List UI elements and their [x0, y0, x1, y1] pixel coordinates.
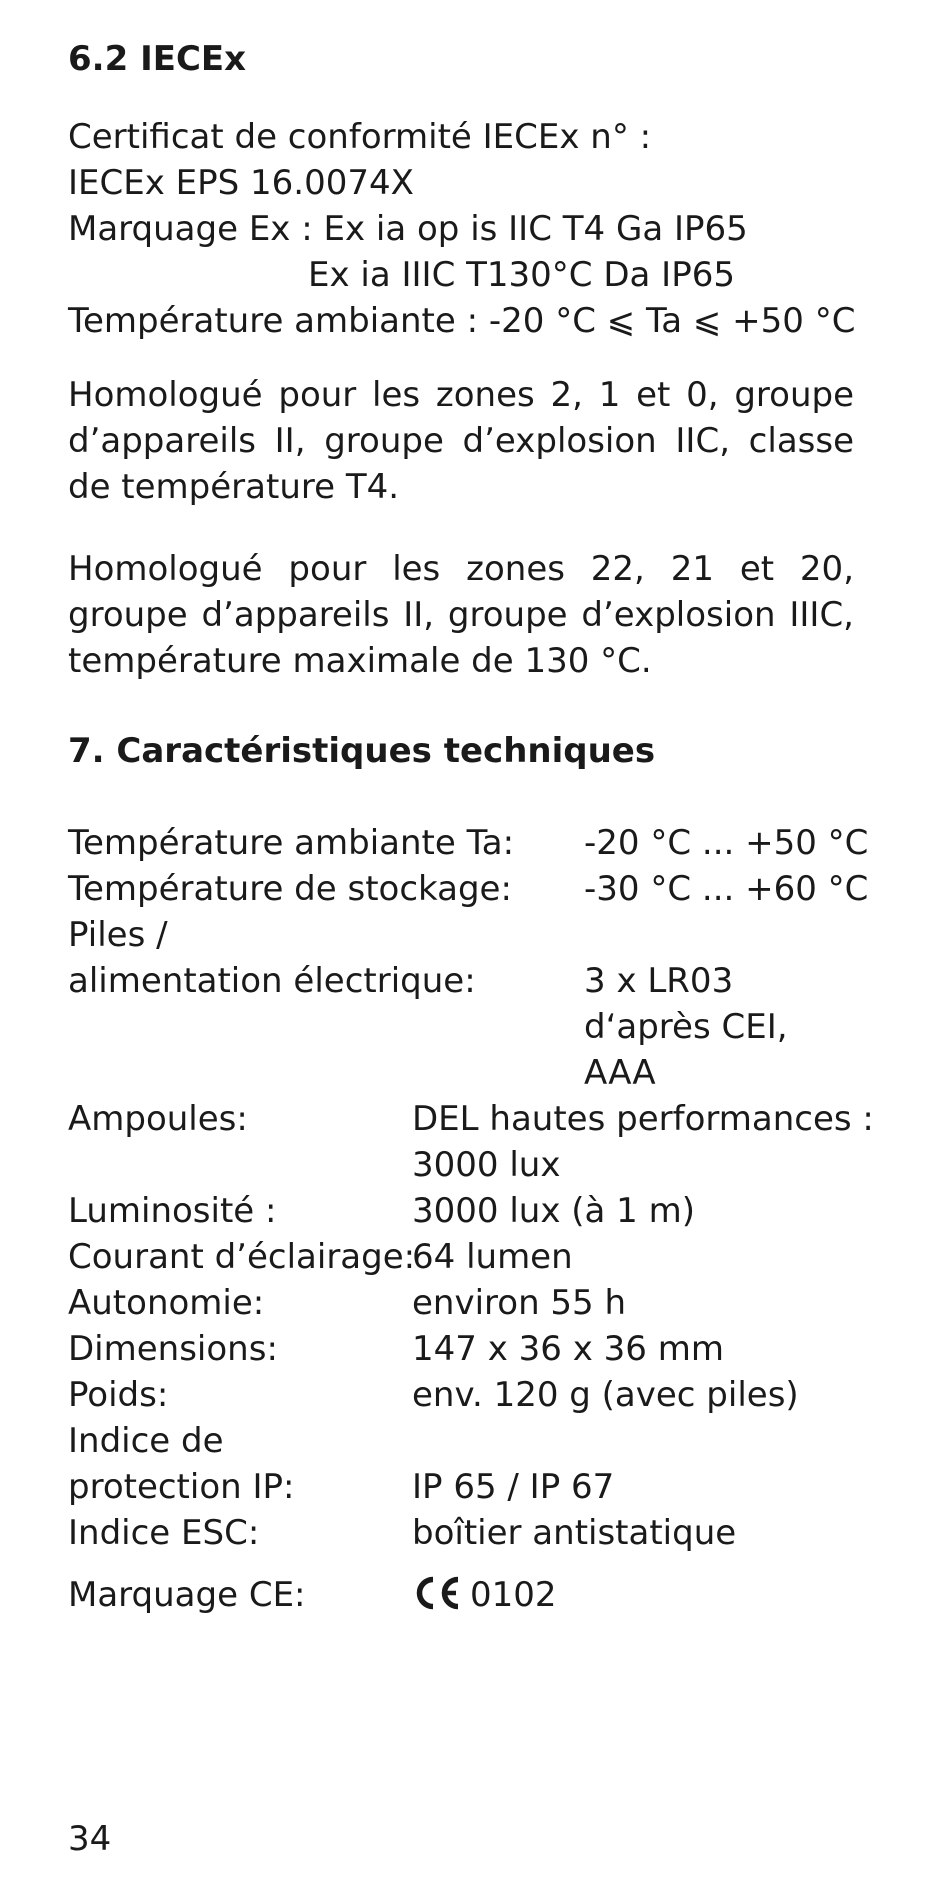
ce-mark-icon — [412, 1576, 462, 1610]
ambient-temperature-range: Température ambiante : -20 °C ⩽ Ta ⩽ +50 °C — [68, 301, 856, 341]
ex-marking-value-1: Ex ia op is IIC T4 Ga IP65 — [323, 209, 748, 249]
spec-label: Autonomie: — [68, 1283, 265, 1323]
spec-row-ip — [68, 1464, 854, 1510]
spec-row-esd — [68, 1510, 854, 1556]
spec-value: -30 °C ... +60 °C — [584, 869, 869, 909]
spec-value: boîtier antistatique — [412, 1513, 737, 1553]
spec-row-storage — [68, 866, 869, 912]
spec-row-battery-cont-2 — [68, 1050, 854, 1096]
page-number: 34 — [68, 1819, 112, 1859]
spec-value: 3000 lux — [412, 1145, 561, 1185]
zones-paragraph-dust: Homologué pour les zones 22, 21 et 20, groupe d’appareils II, groupe d’explosion IIIC, température maximale de 130 °C. — [68, 549, 854, 681]
spec-value: env. 120 g (avec piles) — [412, 1375, 799, 1415]
spec-label: Température de stockage: — [68, 869, 512, 909]
spec-label: Ampoules: — [68, 1099, 248, 1139]
spec-value: 3 x LR03 — [584, 961, 734, 1001]
spec-row-battery — [68, 958, 854, 1004]
spec-value: IP 65 / IP 67 — [412, 1467, 615, 1507]
spec-row-autonomy — [68, 1280, 854, 1326]
spec-value — [412, 1572, 557, 1618]
certificate-label: Certificat de conformité IECEx n° : — [68, 117, 652, 157]
spec-label: Marquage CE: — [68, 1575, 306, 1615]
certificate-number: IECEx EPS 16.0074X — [68, 163, 414, 203]
spec-row-battery-label-1 — [68, 912, 854, 958]
spec-row-bulbs-cont — [68, 1142, 854, 1188]
ex-marking-value-2: Ex ia IIIC T130°C Da IP65 — [308, 255, 735, 295]
spec-label: Luminosité : — [68, 1191, 277, 1231]
spec-row-battery-cont-1 — [68, 1004, 854, 1050]
spec-value: d‘après CEI, — [584, 1007, 788, 1047]
section-heading-specs: 7. Caractéristiques techniques — [68, 731, 656, 771]
spec-label: Température ambiante Ta: — [68, 823, 515, 863]
spec-row-ip-label-1 — [68, 1418, 854, 1464]
ex-marking-line-1 — [68, 206, 854, 252]
section-heading-iecex: 6.2 IECEx — [68, 39, 247, 79]
ex-marking-label: Marquage Ex : — [68, 209, 324, 249]
spec-row-weight — [68, 1372, 854, 1418]
spec-row-ambient — [68, 820, 869, 866]
spec-label: Indice ESC: — [68, 1513, 260, 1553]
spec-label: protection IP: — [68, 1467, 295, 1507]
document-page — [68, 36, 874, 1618]
spec-value: 3000 lux (à 1 m) — [412, 1191, 695, 1231]
spec-value: 147 x 36 x 36 mm — [412, 1329, 724, 1369]
notified-body-number: 0102 — [470, 1575, 557, 1615]
spec-row-dimensions — [68, 1326, 854, 1372]
spec-value: -20 °C ... +50 °C — [584, 823, 869, 863]
spec-value: AAA — [584, 1053, 656, 1093]
spec-row-current — [68, 1234, 854, 1280]
spec-label: Poids: — [68, 1375, 169, 1415]
spec-value: 64 lumen — [412, 1237, 573, 1277]
spec-value: DEL hautes performances : — [412, 1099, 874, 1139]
spec-label: alimentation électrique: — [68, 961, 476, 1001]
spec-label: Dimensions: — [68, 1329, 278, 1369]
spec-value: environ 55 h — [412, 1283, 627, 1323]
zones-paragraph-gas: Homologué pour les zones 2, 1 et 0, groupe d’appareils II, groupe d’explosion IIC, classe de température T4. — [68, 375, 854, 507]
spec-row-ce — [68, 1572, 854, 1618]
spec-label: Piles / — [68, 915, 168, 955]
spec-label: Indice de — [68, 1421, 224, 1461]
spec-label: Courant d’éclairage: — [68, 1237, 416, 1277]
spec-row-luminosity — [68, 1188, 854, 1234]
spec-row-bulbs — [68, 1096, 874, 1142]
